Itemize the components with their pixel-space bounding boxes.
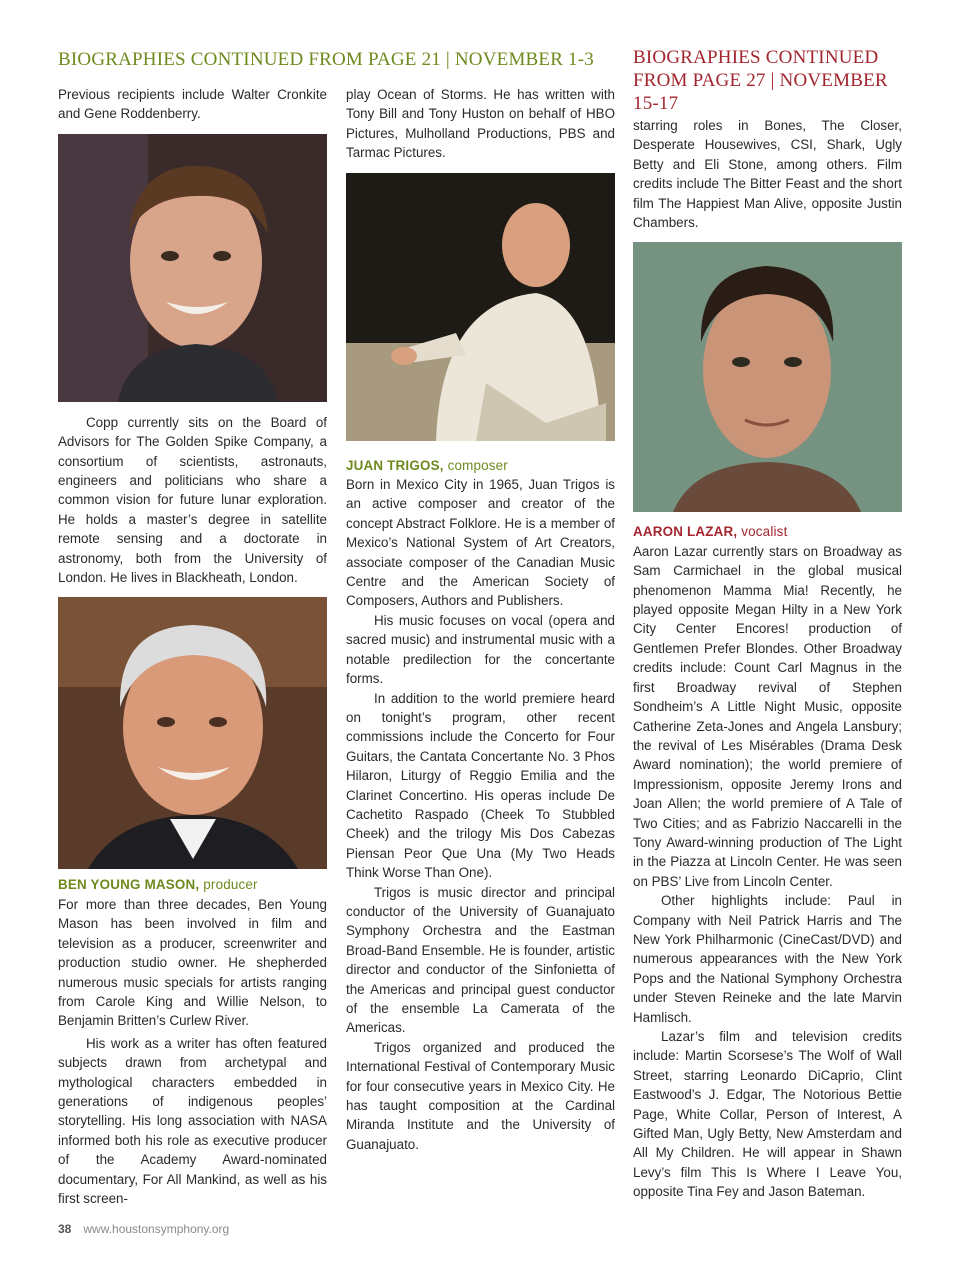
- trigos-role: composer: [447, 457, 508, 473]
- lazar-name-heading: [633, 522, 902, 541]
- page-number: 38: [58, 1222, 72, 1236]
- mason-role: producer: [203, 877, 258, 893]
- copp-paragraph: Copp currently sits on the Board of Advisors for The Golden Spike Company, a consortium of scientists, astronauts, engineers and politicians who share a common vision for future lunar exploration. He holds a master’s degree in satellite remote sensing and a doctorate in astronomy, both from the University of London. He lives in Blackheath, London.: [58, 414, 327, 586]
- portrait-photo-mason: [58, 597, 327, 869]
- trigos-paragraph-2: His music focuses on vocal (opera and sacred music) and instrumental music with a notable predilection for the concertante forms.: [346, 612, 615, 687]
- performance-photo-trigos: [346, 173, 615, 441]
- trigos-name: JUAN TRIGOS,: [346, 457, 444, 473]
- mason-name: BEN YOUNG MASON,: [58, 877, 200, 893]
- column-middle: [346, 85, 615, 1154]
- column-left: [58, 85, 327, 1208]
- trigos-paragraph-1: Born in Mexico City in 1965, Juan Trigos is an active composer and creator of the concept Abstract Folklore. He is a member of Mexico’s National System of Art Creators, associate composer of the Canadian Music Centre and the American Society of Composers, Authors and Publishers.: [346, 477, 615, 609]
- trigos-paragraph-5: Trigos organized and produced the International Festival of Contemporary Music for four consecutive years in Mexico City. He has taught composition at the Cardinal Miranda Institute and the University of Guanajuato.: [346, 1039, 615, 1152]
- col3-intro: starring roles in Bones, The Closer, Desperate Housewives, CSI, Shark, Ugly Betty and Eli Stone, among others. Film credits include The Bitter Feast and the short film The Happiest Man Alive, opposite Justin Chambers.: [633, 118, 902, 231]
- header-left: BIOGRAPHIES CONTINUED FROM PAGE 21 | NOVEMBER 1-3: [58, 49, 594, 70]
- lazar-paragraph-3: Lazar’s film and television credits include: Martin Scorsese’s The Wolf of Wall Street, starring Leonardo DiCaprio, Clint Eastwood’s J. Edgar, The Notorious Bettie Page, White Collar, Person of Interest, A Gifted Man, Ugly Betty, New Amsterdam and All My Children. He will appear in Shawn Levy’s film This Is Where I Leave You, opposite Tina Fey and Jason Bateman.: [633, 1029, 902, 1200]
- header-right: BIOGRAPHIES CONTINUED FROM PAGE 27 | NOVEMBER 15-17: [633, 47, 888, 114]
- mason-paragraph-1: For more than three decades, Ben Young Mason has been involved in film and television as a producer, screenwriter and production studio owner. He shepherded numerous music specials for artists ranging from Carole King and Willie Nelson, to Benjamin Britten’s Curlew River.: [58, 896, 327, 1029]
- lazar-role: vocalist: [741, 524, 788, 540]
- portrait-photo-copp: [58, 134, 327, 402]
- col2-intro: play Ocean of Storms. He has written with Tony Bill and Tony Huston on behalf of HBO Pictures, Mulholland Productions, PBS and Tarmac Pictures.: [346, 87, 615, 161]
- mason-paragraph-2: His work as a writer has often featured subjects drawn from archetypal and mythological characters embedded in generations of indigenous peoples’ storytelling. His long association with NASA informed both his role as executive producer of the Academy Award-nominated documentary, For All Mankind, as well as his first screen-: [58, 1035, 327, 1206]
- lazar-name: AARON LAZAR,: [633, 524, 738, 540]
- col1-intro: Previous recipients include Walter Cronkite and Gene Roddenberry.: [58, 87, 327, 122]
- trigos-name-heading: [346, 456, 615, 475]
- trigos-paragraph-4: Trigos is music director and principal conductor of the University of Guanajuato Symphony Orchestra and the Eastman Broad-Band Ensemble. He is founder, artistic director and conductor of the Sinfonietta of the Americas and principal guest conductor of the ensemble La Camerata of the Americas.: [346, 884, 615, 1036]
- lazar-paragraph-1: Aaron Lazar currently stars on Broadway as Sam Carmichael in the global musical phenomenon Mamma Mia! Recently, he played opposite Megan Hilty in a New York City Center Encores! production of Gentlemen Prefer Blondes. Other Broadway credits include: Count Carl Magnus in the first Broadway revival of Stephen Sondheim’s A Little Night Music, opposite Catherine Zeta-Jones and Angela Lansbury; the revival of Les Misérables (Drama Desk Award nomination); the world premiere of Impressionism, opposite Jeremy Irons and Joan Allen; the world premiere of A Tale of Two Cities; and as Fabrizio Naccarelli in the Tony Award-winning production of The Light in the Piazza at Lincoln Center. He was seen on PBS’ Live from Lincoln Center.: [633, 543, 902, 889]
- lazar-paragraph-2: Other highlights include: Paul in Company with Neil Patrick Harris and The New York Philharmonic (CineCast/DVD) and numerous appearances with the New York Pops and the National Symphony Orchestra under Steven Reineke and the late Marvin Hamlisch.: [633, 893, 902, 1025]
- mason-name-heading: [58, 875, 327, 894]
- page-footer: [58, 1222, 229, 1236]
- footer-url[interactable]: www.houstonsymphony.org: [83, 1222, 230, 1236]
- portrait-photo-lazar: [633, 242, 902, 512]
- column-right: [633, 116, 902, 1202]
- trigos-paragraph-3: In addition to the world premiere heard on tonight’s program, other recent commissions include the Concerto for Four Guitars, the Cantata Concertante No. 3 Phos Hilaron, Liturgy of Reggio Emilia and the Clarinet Concertino. His operas include De Cachetito Raspado (Cheek To Stubbled Cheek) and the trilogy Mis Dos Cabezas Piensan Peor Que Una (My Two Heads Think Worse Than One).: [346, 690, 615, 881]
